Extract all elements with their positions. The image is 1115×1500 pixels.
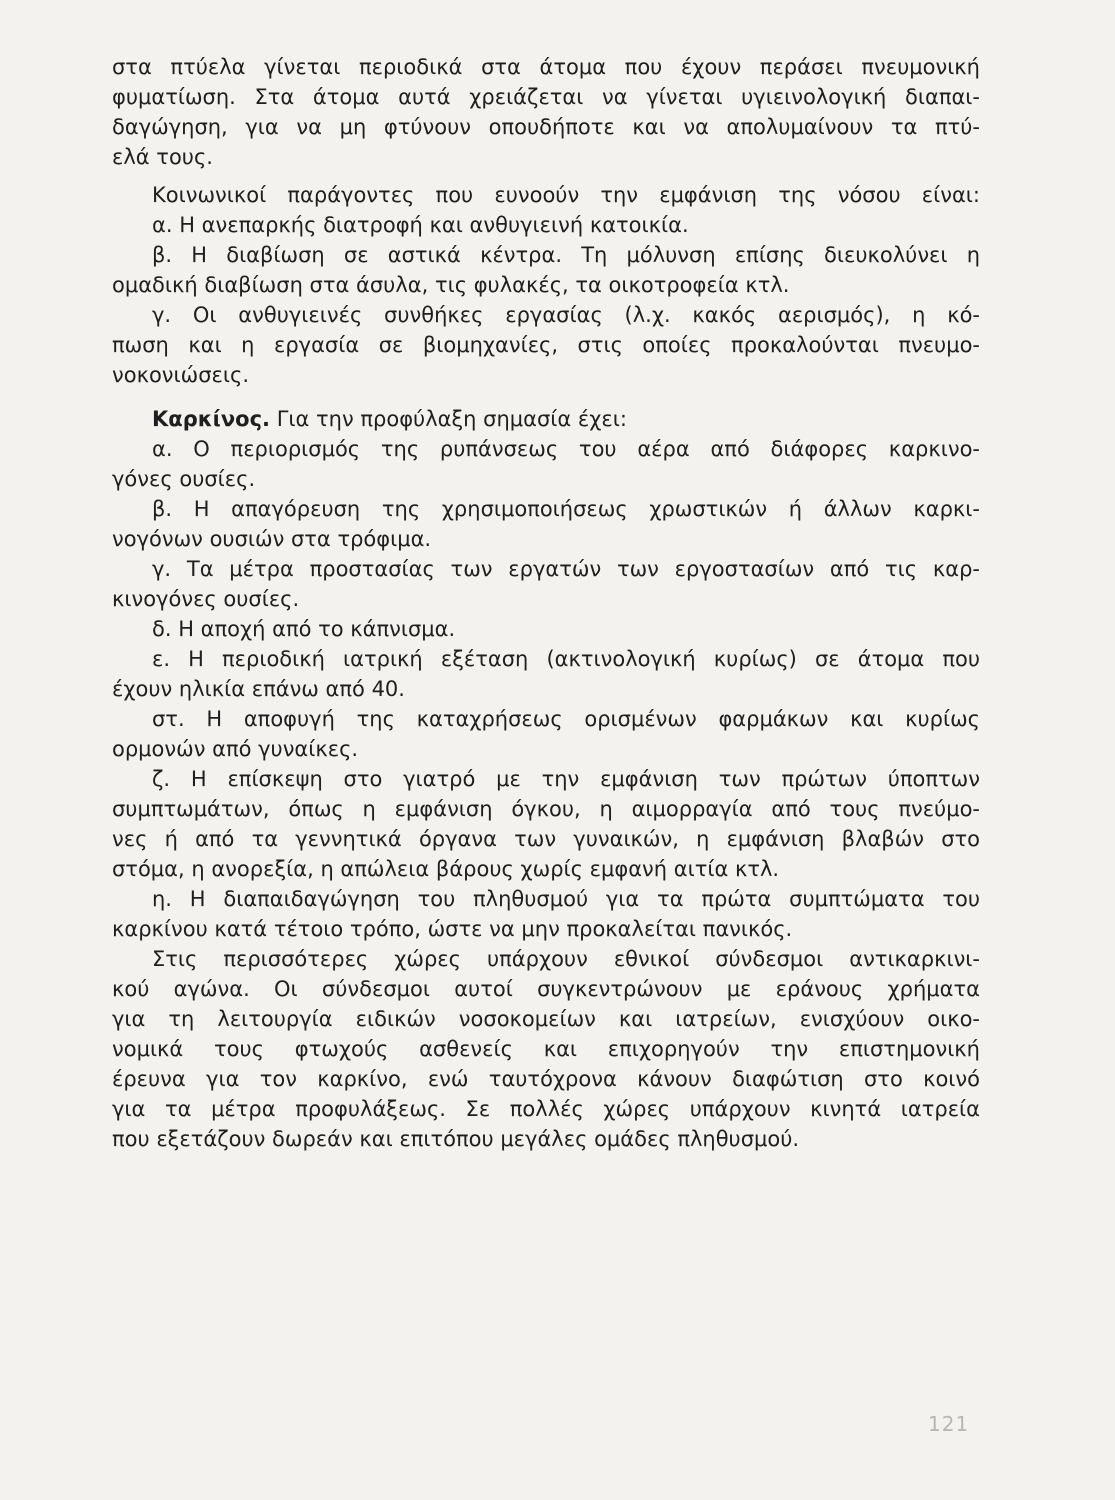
text-line: κινογόνες ουσίες.: [112, 587, 300, 611]
section-intro: Για την προφύλαξη σημασία έχει:: [276, 407, 627, 431]
list-item: β. Η διαβίωση σε αστικά κέντρα. Τη μόλυνση επίσης διευκολύνει η: [152, 243, 980, 267]
paragraph-line: για τα μέτρα προφυλάξεως. Σε πολλές χώρες υπάρχουν κινητά ιατρεία: [112, 1097, 980, 1121]
list-item: β. Η απαγόρευση της χρησιμοποιήσεως χρωστικών ή άλλων καρκι-: [152, 497, 980, 521]
text-line: στόμα, η ανορεξία, η απώλεια βάρους χωρίς εμφανή αιτία κτλ.: [112, 857, 780, 881]
text-line: πωση και η εργασία σε βιομηχανίες, στις οποίες προκαλούνται πνευμο-: [112, 333, 980, 357]
paragraph-line: Στις περισσότερες χώρες υπάρχουν εθνικοί σύνδεσμοι αντικαρκινι-: [152, 947, 980, 971]
text-line: φυματίωση. Στα άτομα αυτά χρειάζεται να γίνεται υγιεινολογική διαπαι-: [112, 85, 980, 109]
paragraph-line: για τη λειτουργία ειδικών νοσοκομείων και ιατρείων, ενισχύουν οικο-: [112, 1007, 980, 1031]
section-heading: Καρκίνος.: [152, 407, 270, 431]
text-line: καρκίνου κατά τέτοιο τρόπο, ώστε να μην προκαλείται πανικός.: [112, 917, 793, 941]
text-line: γόνες ουσίες.: [112, 467, 256, 491]
list-item: α. Ο περιορισμός της ρυπάνσεως του αέρα από διάφορες καρκινο-: [152, 437, 980, 461]
text-line: νοκονιώσεις.: [112, 363, 249, 387]
text-line: συμπτωμάτων, όπως η εμφάνιση όγκου, η αιμορραγία από τους πνεύμο-: [112, 797, 980, 821]
list-item: ε. Η περιοδική ιατρική εξέταση (ακτινολογική κυρίως) σε άτομα που: [152, 647, 980, 671]
text-line: στα πτύελα γίνεται περιοδικά στα άτομα που έχουν περάσει πνευμονική: [112, 55, 980, 79]
text-line: δαγώγηση, για να μη φτύνουν οπουδήποτε και να απολυμαίνουν τα πτύ-: [112, 115, 980, 139]
list-item: γ. Οι ανθυγιεινές συνθήκες εργασίας (λ.χ. κακός αερισμός), η κό-: [152, 303, 980, 327]
list-item: η. Η διαπαιδαγώγηση του πληθυσμού για τα πρώτα συμπτώματα του: [152, 887, 980, 911]
text-line: ελά τους.: [112, 145, 213, 169]
section-heading-line: [112, 404, 980, 434]
document-page: [112, 52, 980, 1154]
paragraph-line: νομικά τους φτωχούς ασθενείς και επιχορηγούν την επιστημονική: [112, 1037, 980, 1061]
list-item: ζ. Η επίσκεψη στο γιατρό με την εμφάνιση των πρώτων ύποπτων: [152, 767, 980, 791]
list-item: στ. Η αποφυγή της καταχρήσεως ορισμένων φαρμάκων και κυρίως: [152, 707, 980, 731]
paragraph-line: έρευνα για τον καρκίνο, ενώ ταυτόχρονα κάνουν διαφώτιση στο κοινό: [112, 1067, 980, 1091]
list-item: δ. Η αποχή από το κάπνισμα.: [152, 617, 456, 641]
text-line: έχουν ηλικία επάνω από 40.: [112, 677, 405, 701]
text-line: νογόνων ουσιών στα τρόφιμα.: [112, 527, 432, 551]
paragraph-line: που εξετάζουν δωρεάν και επιτόπου μεγάλες ομάδες πληθυσμού.: [112, 1127, 800, 1151]
page-number: 121: [928, 1412, 970, 1436]
list-item: γ. Τα μέτρα προστασίας των εργατών των εργοστασίων από τις καρ-: [152, 557, 980, 581]
text-line: Κοινωνικοί παράγοντες που ευνοούν την εμφάνιση της νόσου είναι:: [152, 183, 980, 207]
text-line: ομαδική διαβίωση στα άσυλα, τις φυλακές, τα οικοτροφεία κτλ.: [112, 273, 790, 297]
text-line: νες ή από τα γεννητικά όργανα των γυναικών, η εμφάνιση βλαβών στο: [112, 827, 980, 851]
list-item: α. Η ανεπαρκής διατροφή και ανθυγιεινή κατοικία.: [152, 213, 689, 237]
paragraph-line: κού αγώνα. Οι σύνδεσμοι αυτοί συγκεντρώνουν με εράνους χρήματα: [112, 977, 980, 1001]
text-line: ορμονών από γυναίκες.: [112, 737, 359, 761]
